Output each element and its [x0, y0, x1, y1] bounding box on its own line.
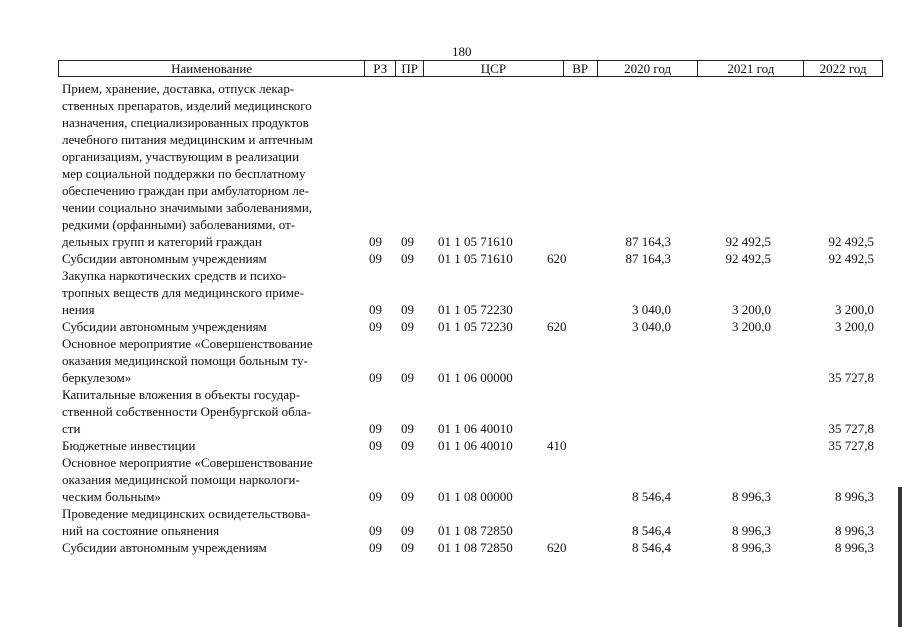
cell-rz: 09	[369, 489, 382, 504]
cell-csr: 01 1 05 71610	[438, 234, 513, 249]
cell-2022: 3 200,0	[835, 319, 874, 334]
header-rz: РЗ	[365, 61, 396, 76]
cell-2022: 92 492,5	[828, 234, 874, 249]
table-row	[58, 80, 883, 250]
row-name: Бюджетные инвестиции	[62, 438, 196, 453]
cell-2022: 3 200,0	[835, 302, 874, 317]
cell-rz: 09	[369, 438, 382, 453]
table-row	[58, 335, 883, 386]
row-name: Основное мероприятие «Совершенствование оказания медицинской помощи больным ту- беркулезом»	[62, 336, 313, 385]
cell-pr: 09	[401, 523, 414, 538]
cell-2021: 92 492,5	[725, 251, 771, 266]
cell-2022: 8 996,3	[835, 540, 874, 555]
row-name: Проведение медицинских освидетельствова- ний на состояние опьянения	[62, 506, 311, 538]
row-name: Прием, хранение, доставка, отпуск лекар- ственных препаратов, изделий медицинского назначения, специализированных продуктов лечебного питания медицинским и аптечным организациям, участвующим в реализации мер социальной поддержки по бесплатному обеспечению граждан при амбулаторном ле- чении социально значимыми заболеваниями, редкими (орфанными) заболеваниями, от- дельных групп и категорий граждан	[62, 81, 313, 249]
cell-2021: 3 200,0	[732, 302, 771, 317]
cell-2020: 87 164,3	[625, 234, 671, 249]
cell-2021: 3 200,0	[732, 319, 771, 334]
table-body	[58, 80, 883, 556]
header-2021: 2021 год	[698, 61, 804, 76]
cell-vr: 620	[547, 540, 567, 555]
cell-pr: 09	[401, 251, 414, 266]
table-row	[58, 539, 883, 556]
cell-2022: 35 727,8	[828, 421, 874, 436]
header-2022: 2022 год	[819, 61, 867, 76]
cell-csr: 01 1 05 72230	[438, 319, 513, 334]
cell-2022: 35 727,8	[828, 438, 874, 453]
cell-csr: 01 1 05 71610	[438, 251, 513, 266]
cell-pr: 09	[401, 438, 414, 453]
cell-rz: 09	[369, 421, 382, 436]
cell-2022: 8 996,3	[835, 523, 874, 538]
page-edge-mark	[898, 487, 902, 627]
cell-2020: 3 040,0	[632, 319, 671, 334]
cell-2022: 92 492,5	[828, 251, 874, 266]
cell-rz: 09	[369, 540, 382, 555]
cell-csr: 01 1 05 72230	[438, 302, 513, 317]
cell-csr: 01 1 06 40010	[438, 438, 513, 453]
row-name: Закупка наркотических средств и психо- тропных веществ для медицинского приме- нения	[62, 268, 305, 317]
header-pr: ПР	[396, 61, 424, 76]
row-name: Субсидии автономным учреждениям	[62, 540, 267, 555]
table-row	[58, 318, 883, 335]
cell-2020: 8 546,4	[632, 489, 671, 504]
table-row	[58, 454, 883, 505]
cell-pr: 09	[401, 421, 414, 436]
header-2020: 2020 год	[598, 61, 699, 76]
table-row	[58, 386, 883, 437]
cell-2022: 8 996,3	[835, 489, 874, 504]
table-row	[58, 267, 883, 318]
cell-pr: 09	[401, 319, 414, 334]
table-row	[58, 505, 883, 539]
cell-2021: 8 996,3	[732, 540, 771, 555]
cell-pr: 09	[401, 489, 414, 504]
cell-rz: 09	[369, 251, 382, 266]
cell-2021: 8 996,3	[732, 523, 771, 538]
cell-rz: 09	[369, 319, 382, 334]
header-name: Наименование	[59, 61, 365, 76]
row-name: Субсидии автономным учреждениям	[62, 251, 267, 266]
cell-2021: 8 996,3	[732, 489, 771, 504]
cell-csr: 01 1 08 00000	[438, 489, 513, 504]
cell-2021: 92 492,5	[725, 234, 771, 249]
cell-vr: 620	[547, 319, 567, 334]
cell-2020: 3 040,0	[632, 302, 671, 317]
cell-2020: 87 164,3	[625, 251, 671, 266]
cell-vr: 620	[547, 251, 567, 266]
cell-pr: 09	[401, 370, 414, 385]
cell-pr: 09	[401, 234, 414, 249]
cell-csr: 01 1 06 00000	[438, 370, 513, 385]
cell-rz: 09	[369, 234, 382, 249]
cell-2020: 8 546,4	[632, 523, 671, 538]
table-row	[58, 250, 883, 267]
table-row	[58, 437, 883, 454]
cell-rz: 09	[369, 370, 382, 385]
header-csr: ЦСР	[424, 61, 564, 76]
cell-csr: 01 1 08 72850	[438, 540, 513, 555]
table-header	[58, 60, 883, 77]
cell-pr: 09	[401, 302, 414, 317]
header-vr: ВР	[564, 61, 598, 76]
cell-csr: 01 1 08 72850	[438, 523, 513, 538]
cell-rz: 09	[369, 523, 382, 538]
cell-2022: 35 727,8	[828, 370, 874, 385]
row-name: Основное мероприятие «Совершенствование оказания медицинской помощи наркологи- ческим больным»	[62, 455, 313, 504]
cell-2020: 8 546,4	[632, 540, 671, 555]
cell-vr: 410	[547, 438, 567, 453]
cell-csr: 01 1 06 40010	[438, 421, 513, 436]
row-name: Субсидии автономным учреждениям	[62, 319, 267, 334]
cell-rz: 09	[369, 302, 382, 317]
row-name: Капитальные вложения в объекты государ- ственной собственности Оренбургской обла- сти	[62, 387, 312, 436]
page-number: 180	[452, 44, 472, 59]
cell-pr: 09	[401, 540, 414, 555]
